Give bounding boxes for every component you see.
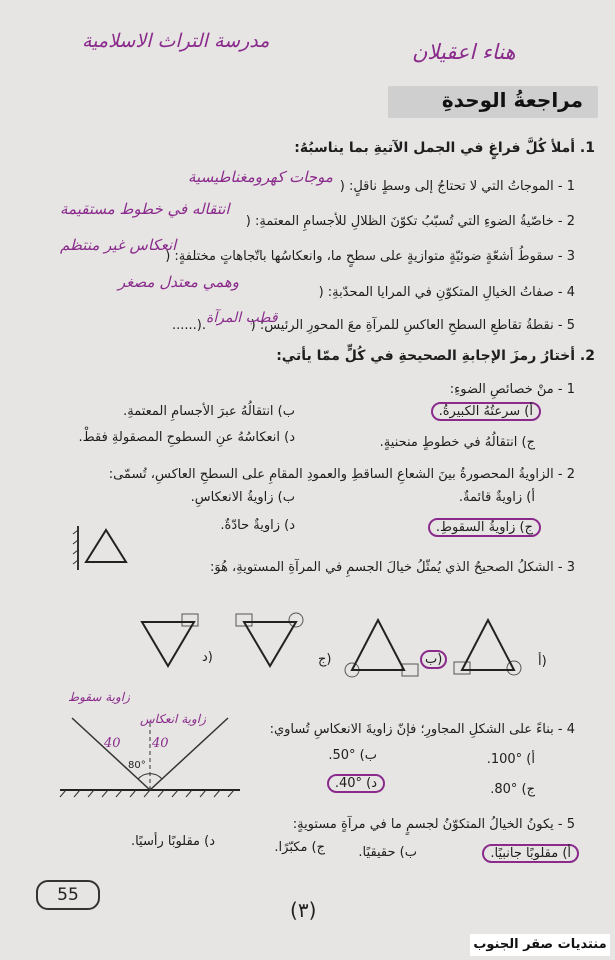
diagram-angle: 80° [128,760,146,771]
q2-2-option-a[interactable]: أ) زاويةٌ قائمةٌ. [458,490,535,505]
small-triangle-figure [70,524,140,574]
q1-answer-5: قطب المرآة [206,310,278,326]
q2-2-option-c[interactable]: ج) زاويةُ السقوطِ. [428,518,541,537]
q1-answer-3: انعكاس غير منتظم [60,236,177,254]
q1-item-5: 5 - نقطةُ تقاطعِ السطحِ العاكسِ للمرآةِ معَ المحورِ الرئيس: ( [250,318,575,333]
q2-5-option-a[interactable]: أ) مقلوبًا جانبيًا. [482,844,579,863]
q1-answer-1: موجات كهرومغناطيسية [188,168,333,186]
page-title: مراجعةُ الوحدةِ [441,88,583,112]
school-name: مدرسة التراث الاسلامية [82,30,270,52]
q2-3-option-a[interactable]: أ) [538,654,547,669]
diagram-value-left: 40 [104,736,121,751]
q2-5-option-d[interactable]: د) مقلوبًا رأسيًا. [130,834,215,849]
q2-4-option-a[interactable]: أ) °100. [486,752,535,767]
q2-2-option-b[interactable]: ب) زاويةُ الانعكاسِ. [190,490,295,505]
q2-3-triangles [120,606,540,686]
q2-2-option-d[interactable]: د) زاويةٌ حادّةٌ. [220,518,295,533]
q1-item-2: 2 - خاصّيةُ الضوءِ التي تُسبّبُ تكوّنَ الظلالِ للأجسامِ المعتمةِ: ( [245,214,575,229]
q1-closing-5: ......). [172,318,206,333]
q1-item-1: 1 - الموجاتُ التي لا تحتاجُ إلى وسطٍ ناقلٍ: ( [339,179,575,194]
diagram-label-incidence: زاوية سقوط [68,690,130,704]
q2-heading: 2. أختارُ رمزَ الإجابةِ الصحيحةِ في كُلٍّ ممّا يأتي: [276,348,595,364]
q2-4-option-d[interactable]: د) °40. [327,774,385,793]
q2-4-option-b[interactable]: ب) °50. [328,748,377,763]
q2-4-option-c[interactable]: ج) °80. [490,782,535,797]
q2-4-stem: 4 - بناءً على الشكلِ المجاورِ؛ فإنّ زاويةَ الانعكاسِ تُساوي: [269,722,575,737]
q2-5-option-c[interactable]: ج) مكبّرًا. [274,840,325,855]
q2-5-option-b[interactable]: ب) حقيقيًا. [358,845,417,860]
diagram-label-reflection: زاوية انعكاس [140,712,206,726]
q2-3-option-b[interactable]: ب) [420,650,447,669]
q2-1-option-a[interactable]: أ) سرعتُهُ الكبيرةُ. [431,402,541,421]
q1-answer-2: انتقاله في خطوط مستقيمة [60,200,230,218]
teacher-name: هناء اعقيلان [412,40,516,64]
book-page-number: 55 [36,880,100,910]
watermark: منتديات صقر الجنوب [470,934,610,956]
page-number: (٣) [290,898,317,922]
q1-item-4: 4 - صفاتُ الخيالِ المتكوّنِ في المرايا المحدّبةِ: ( [318,285,575,300]
q2-5-stem: 5 - يكونُ الخيالُ المتكوّنُ لجسمٍ ما في مرآةٍ مستويةٍ: [292,817,575,832]
q2-3-option-d[interactable]: د) [202,650,213,665]
q2-2-stem: 2 - الزاويةُ المحصورةُ بينَ الشعاعِ الساقطِ والعمودِ المقامِ على السطحِ العاكسِ، تُسمّى: [108,467,575,482]
q1-item-3: 3 - سقوطُ أشعّةٍ ضوئيّةٍ متوازيةٍ على سطحٍ ما، وانعكاسُها باتّجاهاتٍ مختلفةٍ: ( [165,249,575,264]
q2-1-stem: 1 - منْ خصائصِ الضوءِ: [449,382,575,397]
q2-1-option-c[interactable]: ج) انتقالُهُ في خطوطٍ منحنيةٍ. [379,435,535,450]
q2-3-option-c[interactable]: ج) [318,652,332,667]
diagram-value-right: 40 [152,736,169,751]
q1-answer-4: وهمي معتدل مصغر [118,273,239,291]
q2-1-option-b[interactable]: ب) انتقالُهُ عبرَ الأجسامِ المعتمةِ. [123,404,295,419]
q1-heading: 1. أملأ كُلَّ فراغٍ في الجمل الآتيةِ بما يناسبُهُ: [294,140,595,156]
q2-1-option-d[interactable]: د) انعكاسُهُ عنِ السطوحِ المصقولةِ فقطْ. [78,430,295,445]
q2-3-stem: 3 - الشكلُ الصحيحُ الذي يُمثّلُ خيالَ الجسمِ في المرآةِ المستويةِ، هُوَ: [209,560,575,575]
